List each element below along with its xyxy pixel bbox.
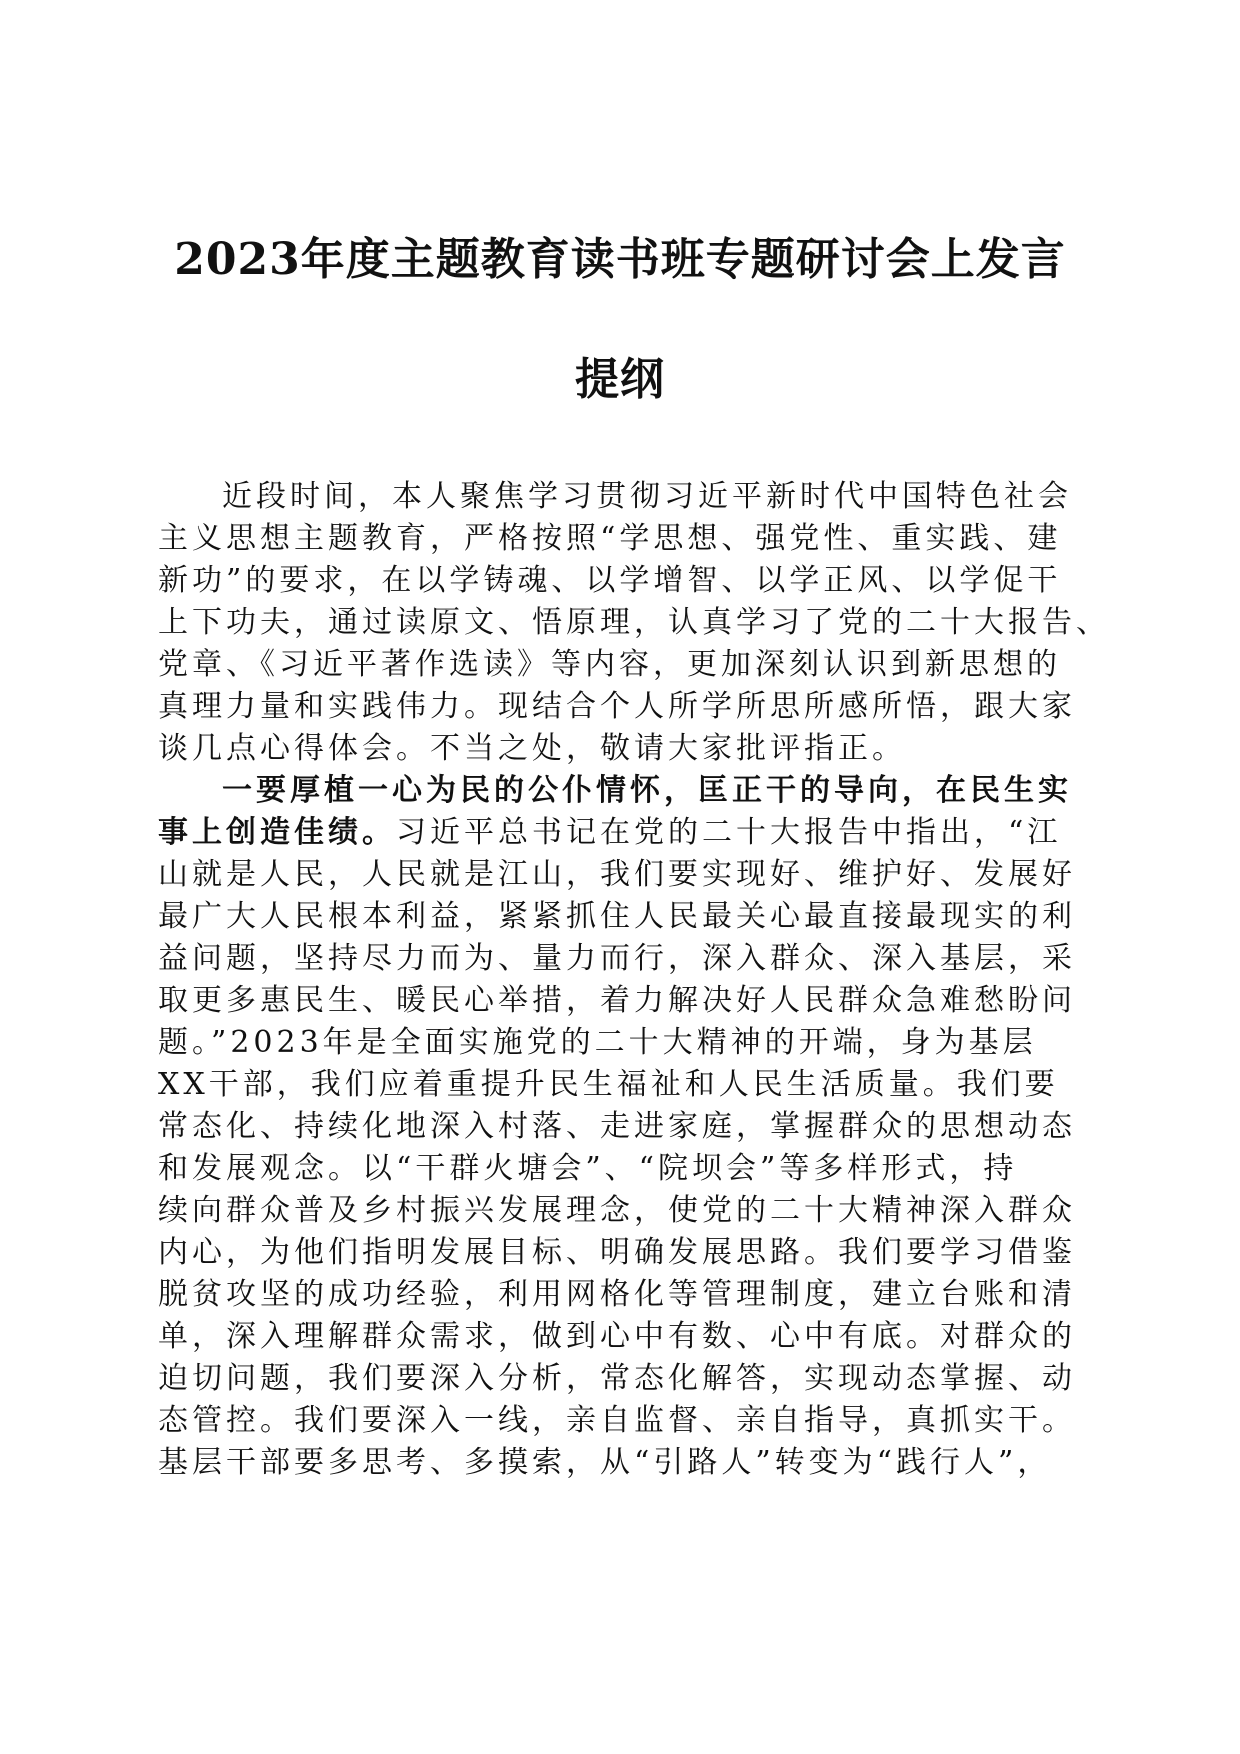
text-line: 题。”2023年是全面实施党的二十大精神的开端，身为基层	[158, 1025, 1037, 1060]
text-line: 和发展观念。以“干群火塘会”、“院坝会”等多样形式，持	[158, 1151, 1018, 1186]
paragraph-point-one	[158, 770, 1083, 1484]
text-line: 真理力量和实践伟力。现结合个人所学所思所感所悟，跟大家	[158, 689, 1076, 724]
document-title-line-2: 提纲	[575, 354, 665, 405]
text-line: 续向群众普及乡村振兴发展理念，使党的二十大精神深入群众	[158, 1193, 1076, 1228]
text-line: 益问题，坚持尽力而为、量力而行，深入群众、深入基层，采	[158, 941, 1076, 976]
section-heading-tail: 事上创造佳绩。	[158, 815, 396, 850]
text-line: 主义思想主题教育，严格按照“学思想、强党性、重实践、建	[158, 521, 1062, 556]
paragraph-intro	[158, 476, 1110, 770]
document-title-line-1: 2023年度主题教育读书班专题研讨会上发言	[174, 234, 1066, 285]
text-line: 新功”的要求，在以学铸魂、以学增智、以学正风、以学促干	[158, 563, 1062, 598]
text-line: 脱贫攻坚的成功经验，利用网格化等管理制度，建立台账和清	[158, 1277, 1076, 1312]
document-body	[158, 476, 1110, 1484]
text-line: 基层干部要多思考、多摸索，从“引路人”转变为“践行人”，	[158, 1445, 1052, 1480]
text-line: 取更多惠民生、暖民心举措，着力解决好人民群众急难愁盼问	[158, 983, 1076, 1018]
text-line: 态管控。我们要深入一线，亲自监督、亲自指导，真抓实干。	[158, 1403, 1076, 1438]
text-line: 常态化、持续化地深入村落、走进家庭，掌握群众的思想动态	[158, 1109, 1076, 1144]
text-line: 谈几点心得体会。不当之处，敬请大家批评指正。	[158, 731, 906, 766]
text-line: 最广大人民根本利益，紧紧抓住人民最关心最直接最现实的利	[158, 899, 1076, 934]
section-heading-line: 一要厚植一心为民的公仆情怀，匡正干的导向，在民生实	[222, 773, 1072, 808]
text-line: 山就是人民，人民就是江山，我们要实现好、维护好、发展好	[158, 857, 1076, 892]
text-line: 迫切问题，我们要深入分析，常态化解答，实现动态掌握、动	[158, 1361, 1076, 1396]
text-line	[158, 812, 1083, 854]
text-line: 上下功夫，通过读原文、悟原理，认真学习了党的二十大报告、	[158, 605, 1110, 640]
text-line: 党章、《习近平著作选读》等内容，更加深刻认识到新思想的	[158, 647, 1061, 682]
text-line: 近段时间，本人聚焦学习贯彻习近平新时代中国特色社会	[222, 479, 1072, 514]
text-segment: 习近平总书记在党的二十大报告中指出，“江	[396, 815, 1062, 850]
text-line: 单，深入理解群众需求，做到心中有数、心中有底。对群众的	[158, 1319, 1076, 1354]
text-line: 内心，为他们指明发展目标、明确发展思路。我们要学习借鉴	[158, 1235, 1076, 1270]
text-line: XX干部，我们应着重提升民生福祉和人民生活质量。我们要	[158, 1067, 1059, 1102]
